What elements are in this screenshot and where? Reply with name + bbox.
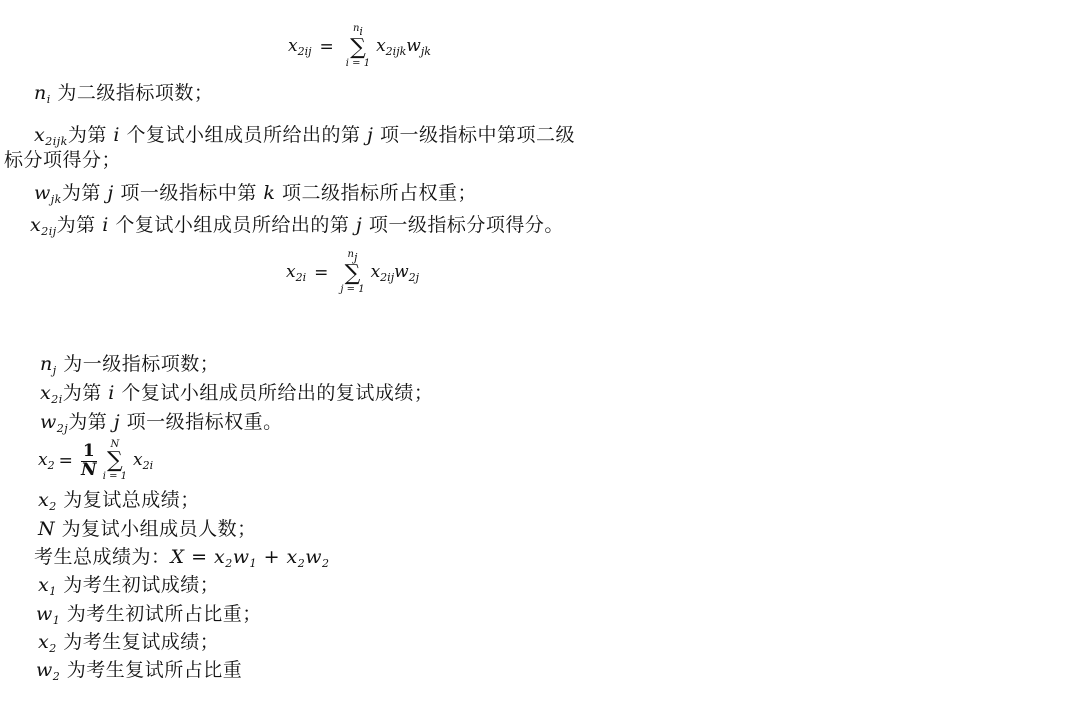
definition-w2: $w_2$ 为考生复试所占比重 <box>36 659 243 683</box>
total-score-formula: 考生总成绩为：$X = x_2w_1 + x_2w_2$ <box>34 546 330 570</box>
definition-ni: $n_i$ 为二级指标项数； <box>34 82 214 106</box>
summation: $n_j$ ∑ j = 1 <box>340 249 365 295</box>
definition-w1: $w_1$ 为考生初试所占比重； <box>36 603 262 627</box>
definition-x2-retest: $x_2$ 为考生复试成绩； <box>38 631 220 655</box>
definition-x2i: $x_{2i}$为第 i 个复试小组成员所给出的复试成绩； <box>40 382 434 406</box>
summation: $n_i$ ∑ i = 1 <box>345 23 371 69</box>
formula-x2i <box>286 250 419 295</box>
formula-lhs: $x_2$ <box>38 450 55 472</box>
formula-x2 <box>38 440 153 482</box>
formula-lhs: $x_{2ij}$ <box>288 35 312 58</box>
summation: N ∑ i = 1 <box>102 439 127 482</box>
formula-term: $x_{2i}$ <box>132 450 154 472</box>
formula-lhs: $x_{2i}$ <box>286 261 307 284</box>
equals-sign: = <box>58 451 73 471</box>
definition-N: N 为复试小组成员人数； <box>38 518 257 540</box>
definition-x1: $x_1$ 为考生初试成绩； <box>38 574 220 598</box>
equals-sign: = <box>319 36 334 57</box>
definition-x2: $x_2$ 为复试总成绩； <box>38 489 200 513</box>
formula-term: $x_{2ij}w_{2j}$ <box>370 261 420 284</box>
definition-x2ijk-continued: 标分项得分； <box>4 149 122 171</box>
definition-x2ijk: $x_{2ijk}$为第 i 个复试小组成员所给出的第 j 项一级指标中第项二级 <box>34 124 575 148</box>
definition-x2ij: $x_{2ij}$为第 i 个复试小组成员所给出的第 j 项一级指标分项得分。 <box>30 214 564 238</box>
definition-w2j: $w_{2j}$为第 j 项一级指标权重。 <box>40 411 283 435</box>
formula-term: $x_{2ijk}w_{jk}$ <box>376 35 431 58</box>
equals-sign: = <box>314 262 329 283</box>
definition-wjk: $w_{jk}$为第 j 项一级指标中第 k 项二级指标所占权重； <box>34 182 477 206</box>
formula-x2ij <box>288 24 431 69</box>
fraction: $\frac{1}{N}$ <box>80 440 97 480</box>
definition-nj: $n_j$ 为一级指标项数； <box>40 353 220 377</box>
